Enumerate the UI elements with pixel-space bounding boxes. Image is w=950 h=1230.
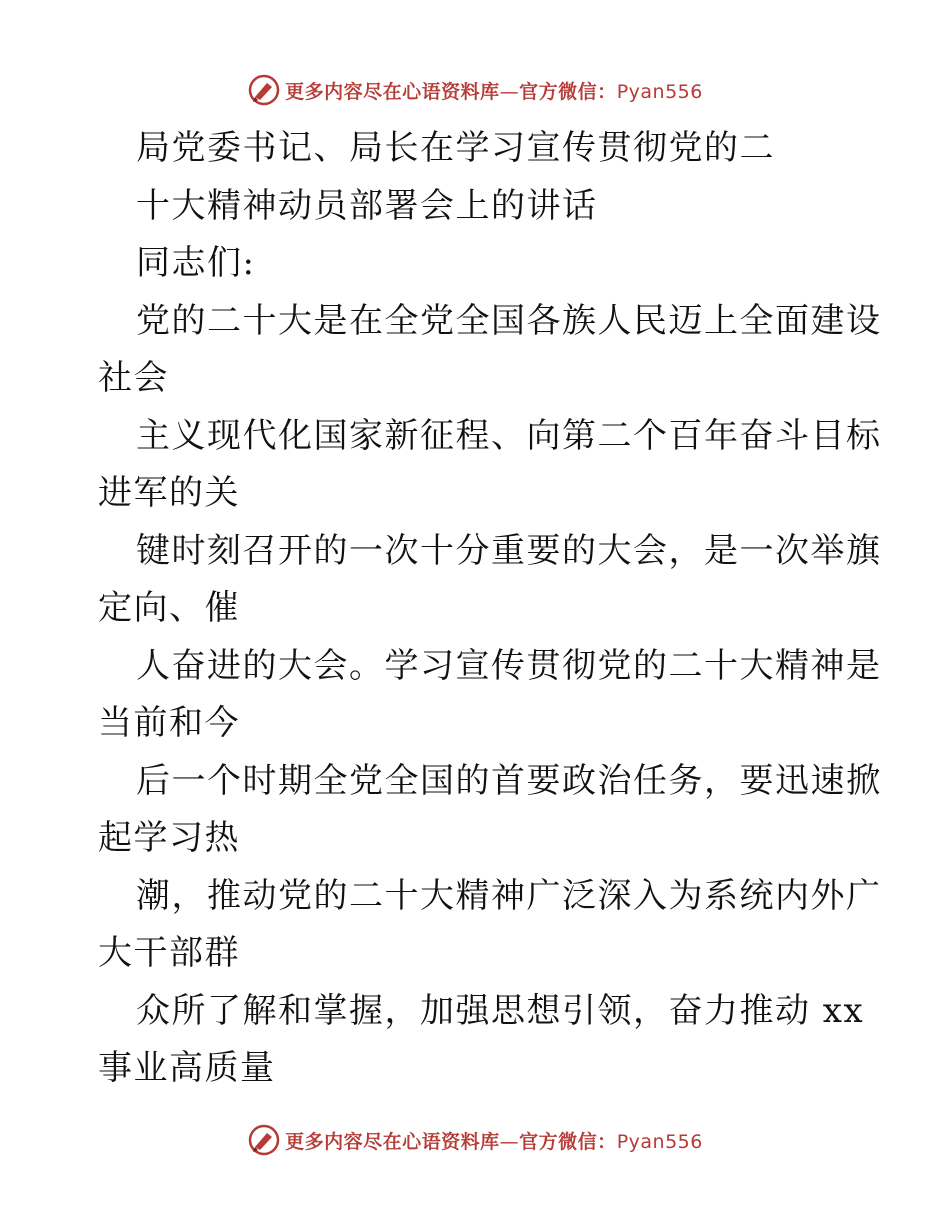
- paragraph-line: 大干部群: [98, 933, 240, 973]
- header-watermark-banner: [0, 70, 950, 110]
- paragraph-line: 事业高质量: [98, 1048, 276, 1088]
- paragraph-line: 社会: [98, 358, 169, 398]
- paragraph-line: 主义现代化国家新征程、向第二个百年奋斗目标: [136, 415, 882, 456]
- paragraph-line: 潮，推动党的二十大精神广泛深入为系统内外广: [136, 875, 882, 916]
- banner-text: 更多内容尽在心语资料库—官方微信：Pyan556: [285, 1130, 703, 1153]
- paragraph-line: 键时刻召开的一次十分重要的大会，是一次举旗: [136, 530, 882, 571]
- document-title-line-1: 局党委书记、局长在学习宣传贯彻党的二: [136, 128, 775, 168]
- salutation: 同志们:: [136, 243, 256, 283]
- pen-logo-icon: [247, 73, 281, 107]
- banner-text: 更多内容尽在心语资料库—官方微信：Pyan556: [285, 80, 703, 103]
- document-body: [98, 120, 882, 1098]
- paragraph-line: 党的二十大是在全党全国各族人民迈上全面建设: [136, 300, 882, 341]
- paragraph-line: 当前和今: [98, 703, 240, 743]
- paragraph-line: 人奋进的大会。学习宣传贯彻党的二十大精神是: [136, 645, 882, 686]
- paragraph-line: 起学习热: [98, 818, 240, 858]
- paragraph-line: 后一个时期全党全国的首要政治任务，要迅速掀: [136, 760, 882, 801]
- footer-watermark-banner: [0, 1120, 950, 1160]
- document-title-line-2: 十大精神动员部署会上的讲话: [136, 185, 598, 226]
- paragraph-line: 众所了解和掌握，加强思想引领，奋力推动 xx: [136, 990, 865, 1031]
- paragraph-line: 定向、催: [98, 588, 240, 628]
- pen-logo-icon: [247, 1123, 281, 1157]
- paragraph-line: 进军的关: [98, 473, 240, 513]
